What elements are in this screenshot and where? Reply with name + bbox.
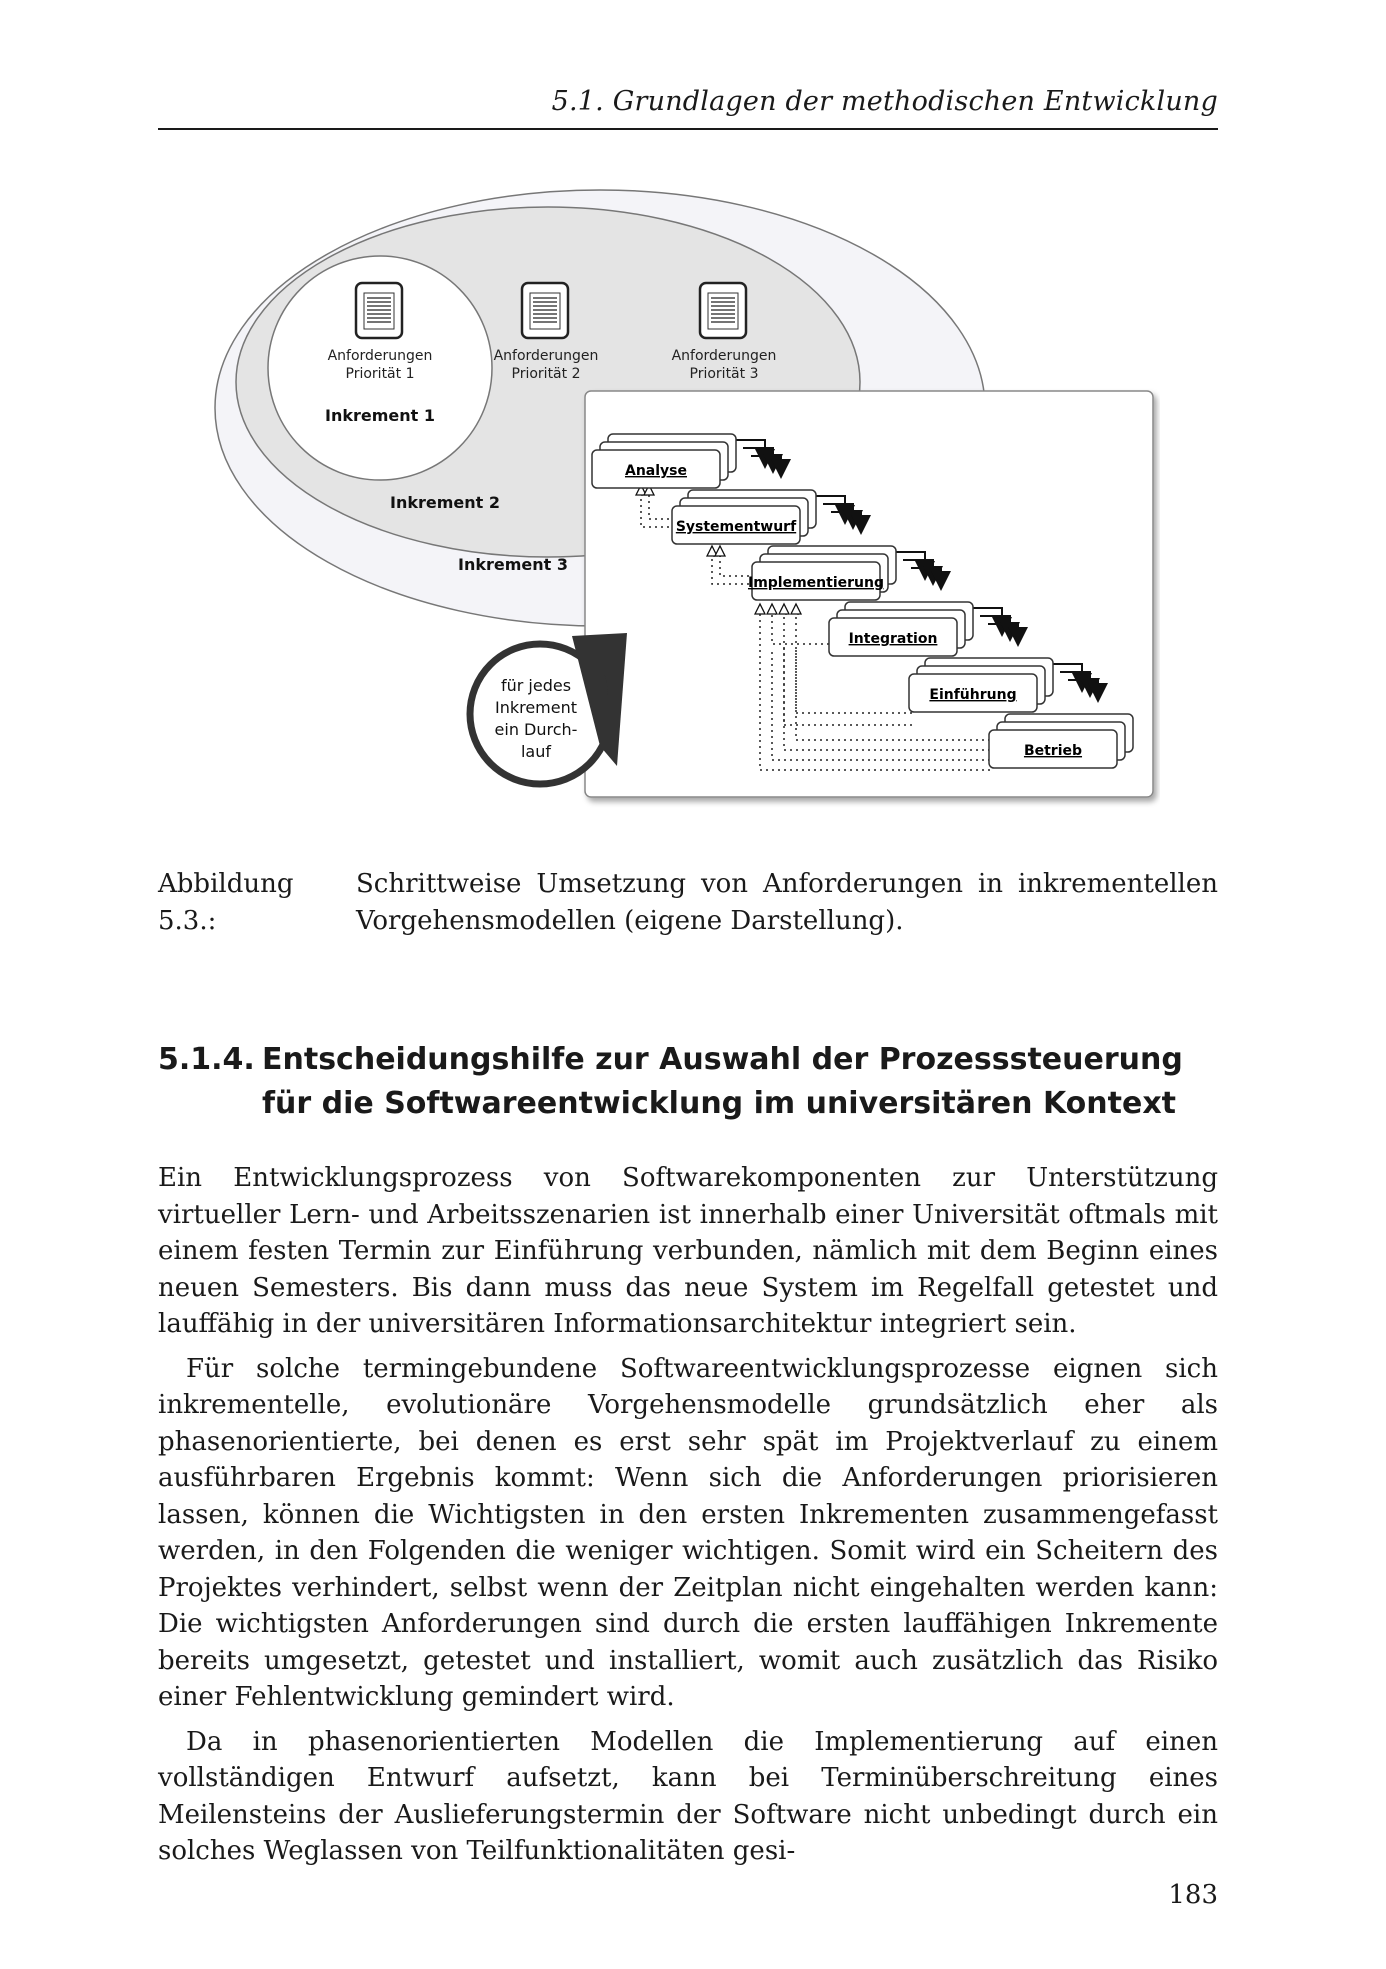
paragraph: Da in phasenorientierten Modellen die Implementierung auf einen vollständigen Entwurf aufsetzt, kann bei Terminüberschreitung eines Meilensteins der Auslieferungstermin der Software nicht unbedingt durch ein solches Weglassen von Teilfunktionalitäten gesi- bbox=[158, 1726, 1218, 1866]
requirements-label-3-line1: Anforderungen bbox=[671, 348, 777, 364]
section-title: Entscheidungshilfe zur Auswahl der Prozesssteuerung für die Softwareentwicklung im universitären Kontext bbox=[262, 1042, 1183, 1121]
phase-einfuehrung-label: Einführung bbox=[929, 687, 1017, 703]
document-icon bbox=[356, 283, 402, 338]
requirements-label-1-line2: Priorität 1 bbox=[345, 366, 415, 382]
requirements-label-2-line1: Anforderungen bbox=[493, 348, 599, 364]
cycle-note-line3: ein Durch- bbox=[494, 720, 578, 739]
section-heading bbox=[158, 1038, 1218, 1126]
phase-implementierung bbox=[748, 546, 896, 600]
incremental-model-figure bbox=[200, 178, 1160, 808]
phase-implementierung-label: Implementierung bbox=[747, 575, 885, 591]
section-number: 5.1.4. bbox=[158, 1042, 255, 1077]
phase-systementwurf bbox=[672, 490, 816, 544]
page-number: 183 bbox=[1168, 1880, 1218, 1910]
caption-text: Schrittweise Umsetzung von Anforderungen in inkrementellen Vorgehensmodellen (eigene Darstellung). bbox=[356, 869, 1218, 936]
requirements-label-1-line1: Anforderungen bbox=[327, 348, 433, 364]
phase-betrieb bbox=[989, 714, 1133, 768]
phase-integration-label: Integration bbox=[848, 631, 938, 647]
requirements-label-2-line2: Priorität 2 bbox=[511, 366, 581, 382]
phase-betrieb-label: Betrieb bbox=[1023, 743, 1083, 759]
phase-analyse-label: Analyse bbox=[624, 463, 688, 479]
phase-einfuehrung bbox=[909, 658, 1053, 712]
increment-3-label: Inkrement 3 bbox=[458, 555, 568, 574]
cycle-note-line1: für jedes bbox=[500, 676, 572, 695]
paragraph: Ein Entwicklungsprozess von Softwarekomponenten zur Unterstützung virtueller Lern- und Arbeitsszenarien ist innerhalb einer Universität oftmals mit einem festen Termin zur Einführung verbunden, nämlich mit dem Beginn eines neuen Semesters. Bis dann muss das neue System im Regelfall getestet und lauffähig in der universitären Informationsarchitektur integriert sein. bbox=[158, 1163, 1218, 1339]
requirements-label-3-line2: Priorität 3 bbox=[689, 366, 759, 382]
paragraph: Für solche termingebundene Softwareentwicklungsprozesse eignen sich inkrementelle, evolutionäre Vorgehensmodelle grundsätzlich eher als phasenorientierte, bei denen es erst sehr spät im Projektverlauf zu einem ausführbaren Ergebnis kommt: Wenn sich die Anforderungen priorisieren lassen, können die Wichtigsten in den ersten Inkrementen zusammengefasst werden, in den Folgenden die weniger wichtigen. Somit wird ein Scheitern des Projektes verhindert, selbst wenn der Zeitplan nicht eingehalten werden kann: Die wichtigsten Anforderungen sind durch die ersten lauffähigen Inkremente bereits umgesetzt, getestet und installiert, womit auch zusätzlich das Risiko einer Fehlentwicklung gemindert wird. bbox=[158, 1353, 1218, 1712]
phase-analyse bbox=[592, 434, 736, 488]
caption-label: Abbildung 5.3.: bbox=[158, 869, 294, 936]
body-text bbox=[158, 1160, 1218, 1878]
cycle-note-line4: lauf bbox=[520, 742, 552, 761]
document-icon bbox=[700, 283, 746, 338]
figure-caption bbox=[158, 866, 1218, 940]
increment-2-label: Inkrement 2 bbox=[390, 493, 500, 512]
phase-systementwurf-label: Systementwurf bbox=[675, 519, 797, 535]
increment-1-label: Inkrement 1 bbox=[325, 406, 435, 425]
document-icon bbox=[522, 283, 568, 338]
phase-integration bbox=[829, 602, 973, 656]
header-rule bbox=[158, 128, 1218, 130]
running-head: 5.1. Grundlagen der methodischen Entwicklung bbox=[551, 86, 1218, 117]
cycle-note-line2: Inkrement bbox=[494, 698, 578, 717]
